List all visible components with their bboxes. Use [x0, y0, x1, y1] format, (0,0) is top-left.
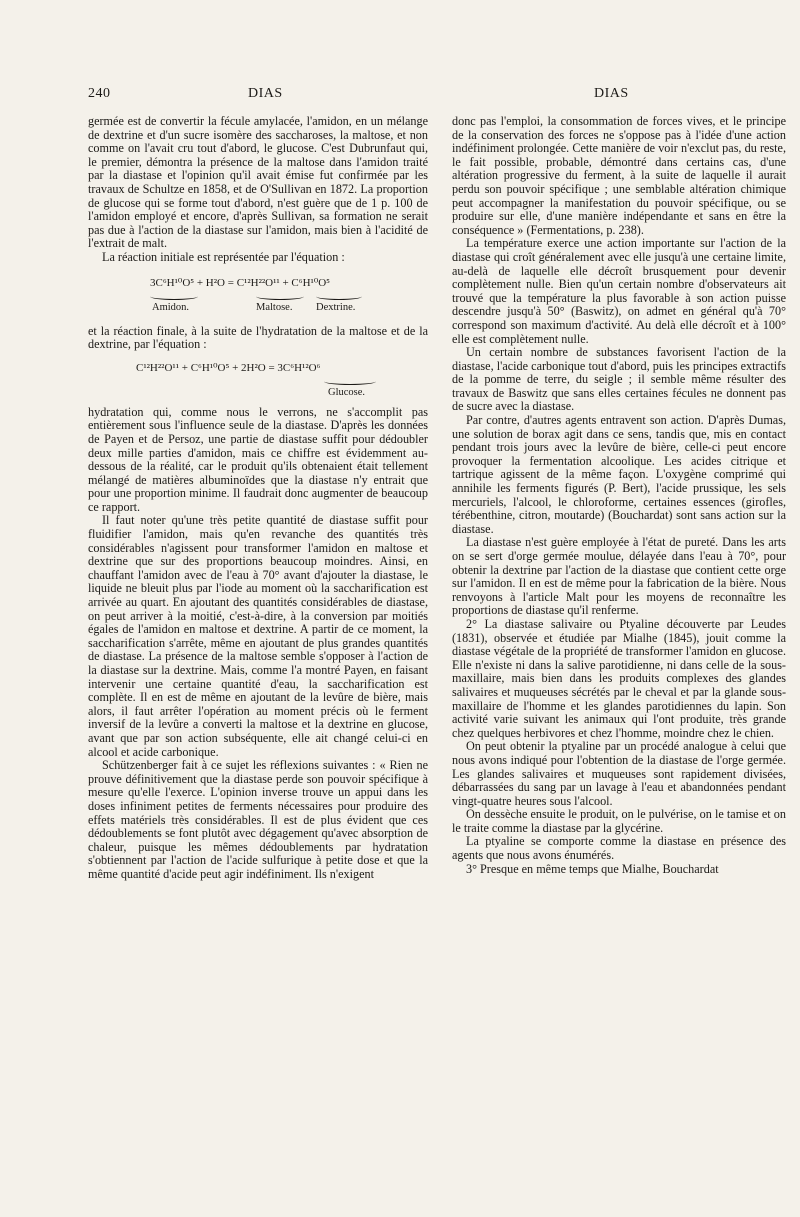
equation-label: Amidon.	[152, 301, 190, 313]
paragraph: 2° La diastase salivaire ou Ptyaline découverte par Leudes (1831), observée et étudiée par Mialhe (1845), jouit comme la diastase végétale de la propriété de transformer l'amidon en glucose. Elle n'existe ni dans la salive parotidienne, ni dans celle de la sous-maxillaire, mais bien dans les produits complexes des glandes salivaires et muqueuses sécrétés par le cheval et par la glande sous-maxillaire de l'homme et les glandes parotidiennes du lapin. Son activité varie suivant les animaux qui l'ont produite, très grande chez quelques herbivores et chez l'homme, moindre chez le chien.	[452, 616, 786, 740]
running-title-right: DIAS	[594, 86, 629, 101]
paragraph: 3° Presque en même temps que Mialhe, Bouchardat	[466, 861, 719, 876]
paragraph: La diastase n'est guère employée à l'état de pureté. Dans les arts on se sert d'orge germée moulue, délayée dans l'eau à 70°, pour obtenir la dextrine par l'action de la diastase que contient cette orge sur l'amidon. Il en est de même pour la fabrication de la bière. Nous renvoyons à l'article Malt pour les moyens de reconnaître les proportions de diastase qu'il renferme.	[452, 535, 786, 618]
paragraph: Par contre, d'autres agents entravent son action. D'après Dumas, une solution de borax agit dans ce sens, tandis que, mis en contact pendant trois jours avec la levûre de bière, celle-ci peut encore provoquer la fermentation alcoolique. Les acides citrique et tartrique agissent de la même façon. L'oxygène comprimé qui annihile les ferments figurés (P. Bert), l'acide prussique, les sels mercuriels, l'alcool, le chloroforme, certaines essences (girofles, térébenthine, citron, moutarde) (Bouchardat) sont sans action sur la diastase.	[452, 413, 786, 536]
brace	[316, 293, 362, 300]
paragraph: La ptyaline se comporte comme la diastase en présence des agents que nous avons énumérés.	[452, 834, 786, 863]
equation-label: Maltose.	[256, 301, 293, 313]
brace	[324, 378, 376, 385]
equation-final	[88, 356, 428, 400]
paragraph: et la réaction finale, à la suite de l'hydratation de la maltose et de la dextrine, par l'équation :	[88, 323, 428, 352]
paragraph: germée est de convertir la fécule amylacée, l'amidon, en un mélange de dextrine et d'un sucre isomère des saccharoses, la maltose, et non comme on l'avait cru tout d'abord, le glucose. C'est Dubrunfaut qui, le premier, démontra la présence de la maltose dans l'amidon traité par la diastase et l'opinion qu'il avait émise fut confirmée par les travaux de Schultze en 1858, et de O'Sullivan en 1872. La proportion de glucose qui se forme tout d'abord, n'est guère que de 1 p. 100 de l'amidon employé et encore, d'après Sullivan, sa formation ne serait pas due à l'action de la diastase sur l'amidon, mais bien à l'acidité de l'extrait de malt.	[88, 114, 428, 251]
paragraph: La réaction initiale est représentée par l'équation :	[102, 249, 345, 264]
paragraph: donc pas l'emploi, la consommation de forces vives, et le principe de la conservation des forces ne s'oppose pas à l'idée d'une action indéfiniment prolongée. Cette manière de voir n'exclut pas, du reste, le fait possible, probable, démontré dans certains cas, d'une altération progressive du ferment, à la suite de laquelle il aurait perdu son pouvoir spécifique ; une semblable altération chimique peut accompagner la manifestation du pouvoir spécifique, ou se produire sur elle, d'une manière indépendante et sans en être la conséquence » (Fermentations, p. 238).	[452, 114, 786, 237]
paragraph: La température exerce une action importante sur l'action de la diastase qui croît généralement avec elle jusqu'à une certaine limite, au-delà de laquelle elle décroît brusquement pour devenir complètement nulle. Bien qu'un certain nombre d'observateurs ait trouvé que la température la plus favorable à son action puisse descendre jusqu'à 50° (Baswitz), on admet en général qu'à 70° correspond son maximum d'activité. Au delà elle décroît et à 100° elle est complètement nulle.	[452, 236, 786, 346]
paragraph: Schützenberger fait à ce sujet les réflexions suivantes : « Rien ne prouve définitivement que la diastase perde son pouvoir spécifique à mesure qu'elle l'exerce. L'opinion inverse trouve un appui dans les doses infiniment petites de ferments nécessaires pour produire des effets matériels très considérables. Il est de plus évident que ces dédoublements se font plutôt avec dégagement qu'avec absorption de chaleur, puisque les mêmes dédoublements par hydratation s'obtiennent par l'action de l'acide sulfurique à petite dose et que la même quantité d'acide peut agir indéfiniment. Ils n'exigent	[88, 758, 428, 881]
paragraph: Un certain nombre de substances favorisent l'action de la diastase, l'acide carbonique tout d'abord, puis les principes extractifs de la pomme de terre, du seigle ; il semble même résulter des travaux de Baswitz que sans elles certaines fécules ne donnent pas de sucre avec la diastase.	[452, 345, 786, 414]
running-head	[0, 86, 800, 106]
right-column	[452, 115, 786, 876]
running-title-left: DIAS	[248, 86, 283, 101]
paragraph: On peut obtenir la ptyaline par un procédé analogue à celui que nous avons indiqué pour l'obtention de la diastase de l'orge germée. Les glandes salivaires et muqueuses sont rapidement divisées, débarrassées du sang par un lavage à l'eau et abandonnées pendant vingt-quatre heures sous l'alcool.	[452, 739, 786, 808]
page-number: 240	[88, 86, 111, 101]
equation-text: 3C⁶H¹⁰O⁵ + H²O = C¹²H²²O¹¹ + C⁶H¹⁰O⁵	[150, 276, 331, 289]
equation-text: C¹²H²²O¹¹ + C⁶H¹⁰O⁵ + 2H²O = 3C⁶H¹²O⁶	[136, 361, 321, 374]
brace	[256, 293, 304, 300]
equation-initial	[88, 271, 428, 317]
paragraph: On dessèche ensuite le produit, on le pulvérise, on le tamise et on le traite comme la diastase par la glycérine.	[452, 807, 786, 835]
brace	[150, 293, 198, 300]
left-column	[88, 115, 428, 882]
paragraph: hydratation qui, comme nous le verrons, ne s'accomplit pas entièrement sous l'influence seule de la diastase. D'après les données de Payen et de Persoz, une partie de diastase suffit pour dédoubler deux mille parties d'amidon, mais ce chiffre est évidemment au-dessous de la réalité, car le produit qu'ils obtenaient était tellement mélangé de matières albuminoïdes que la diastase n'y entrait que pour une proportion minime. Il faudrait donc augmenter de beaucoup ce rapport.	[88, 404, 428, 514]
paragraph: Il faut noter qu'une très petite quantité de diastase suffit pour fluidifier l'amidon, mais qu'en revanche des quantités très considérables n'agissent pour transformer l'amidon en maltose et dextrine que sur des proportions beaucoup moindres. Ainsi, en chauffant l'amidon avec de l'eau à 70° avant d'ajouter la diastase, le liquide ne bleuit plus par l'iode au moment où la saccharification est arrivée au quart. En ajoutant des quantités considérables de diastase, on peut arriver à la moitié, c'est-à-dire, à la conversion par moitiés égales de l'amidon en maltose et dextrine. A partir de ce moment, la saccharification s'arrête, même en ajoutant de plus grandes quantités de diastase. La présence de la maltose semble s'opposer à l'action de la diastase sur la dextrine. Mais, comme l'a montré Payen, en faisant intervenir une certaine quantité d'eau, la saccharification est complète. Il en est de même en ajoutant de la levûre de bière, mais alors, il faut arrêter l'opération au moment précis où le ferment inversif de la levûre a converti la maltose et la dextrine en glucose, avant que par son action subséquente, elle ait changé celui-ci en alcool et acide carbonique.	[88, 513, 428, 759]
equation-label: Dextrine.	[316, 301, 356, 313]
equation-label: Glucose.	[328, 386, 366, 398]
